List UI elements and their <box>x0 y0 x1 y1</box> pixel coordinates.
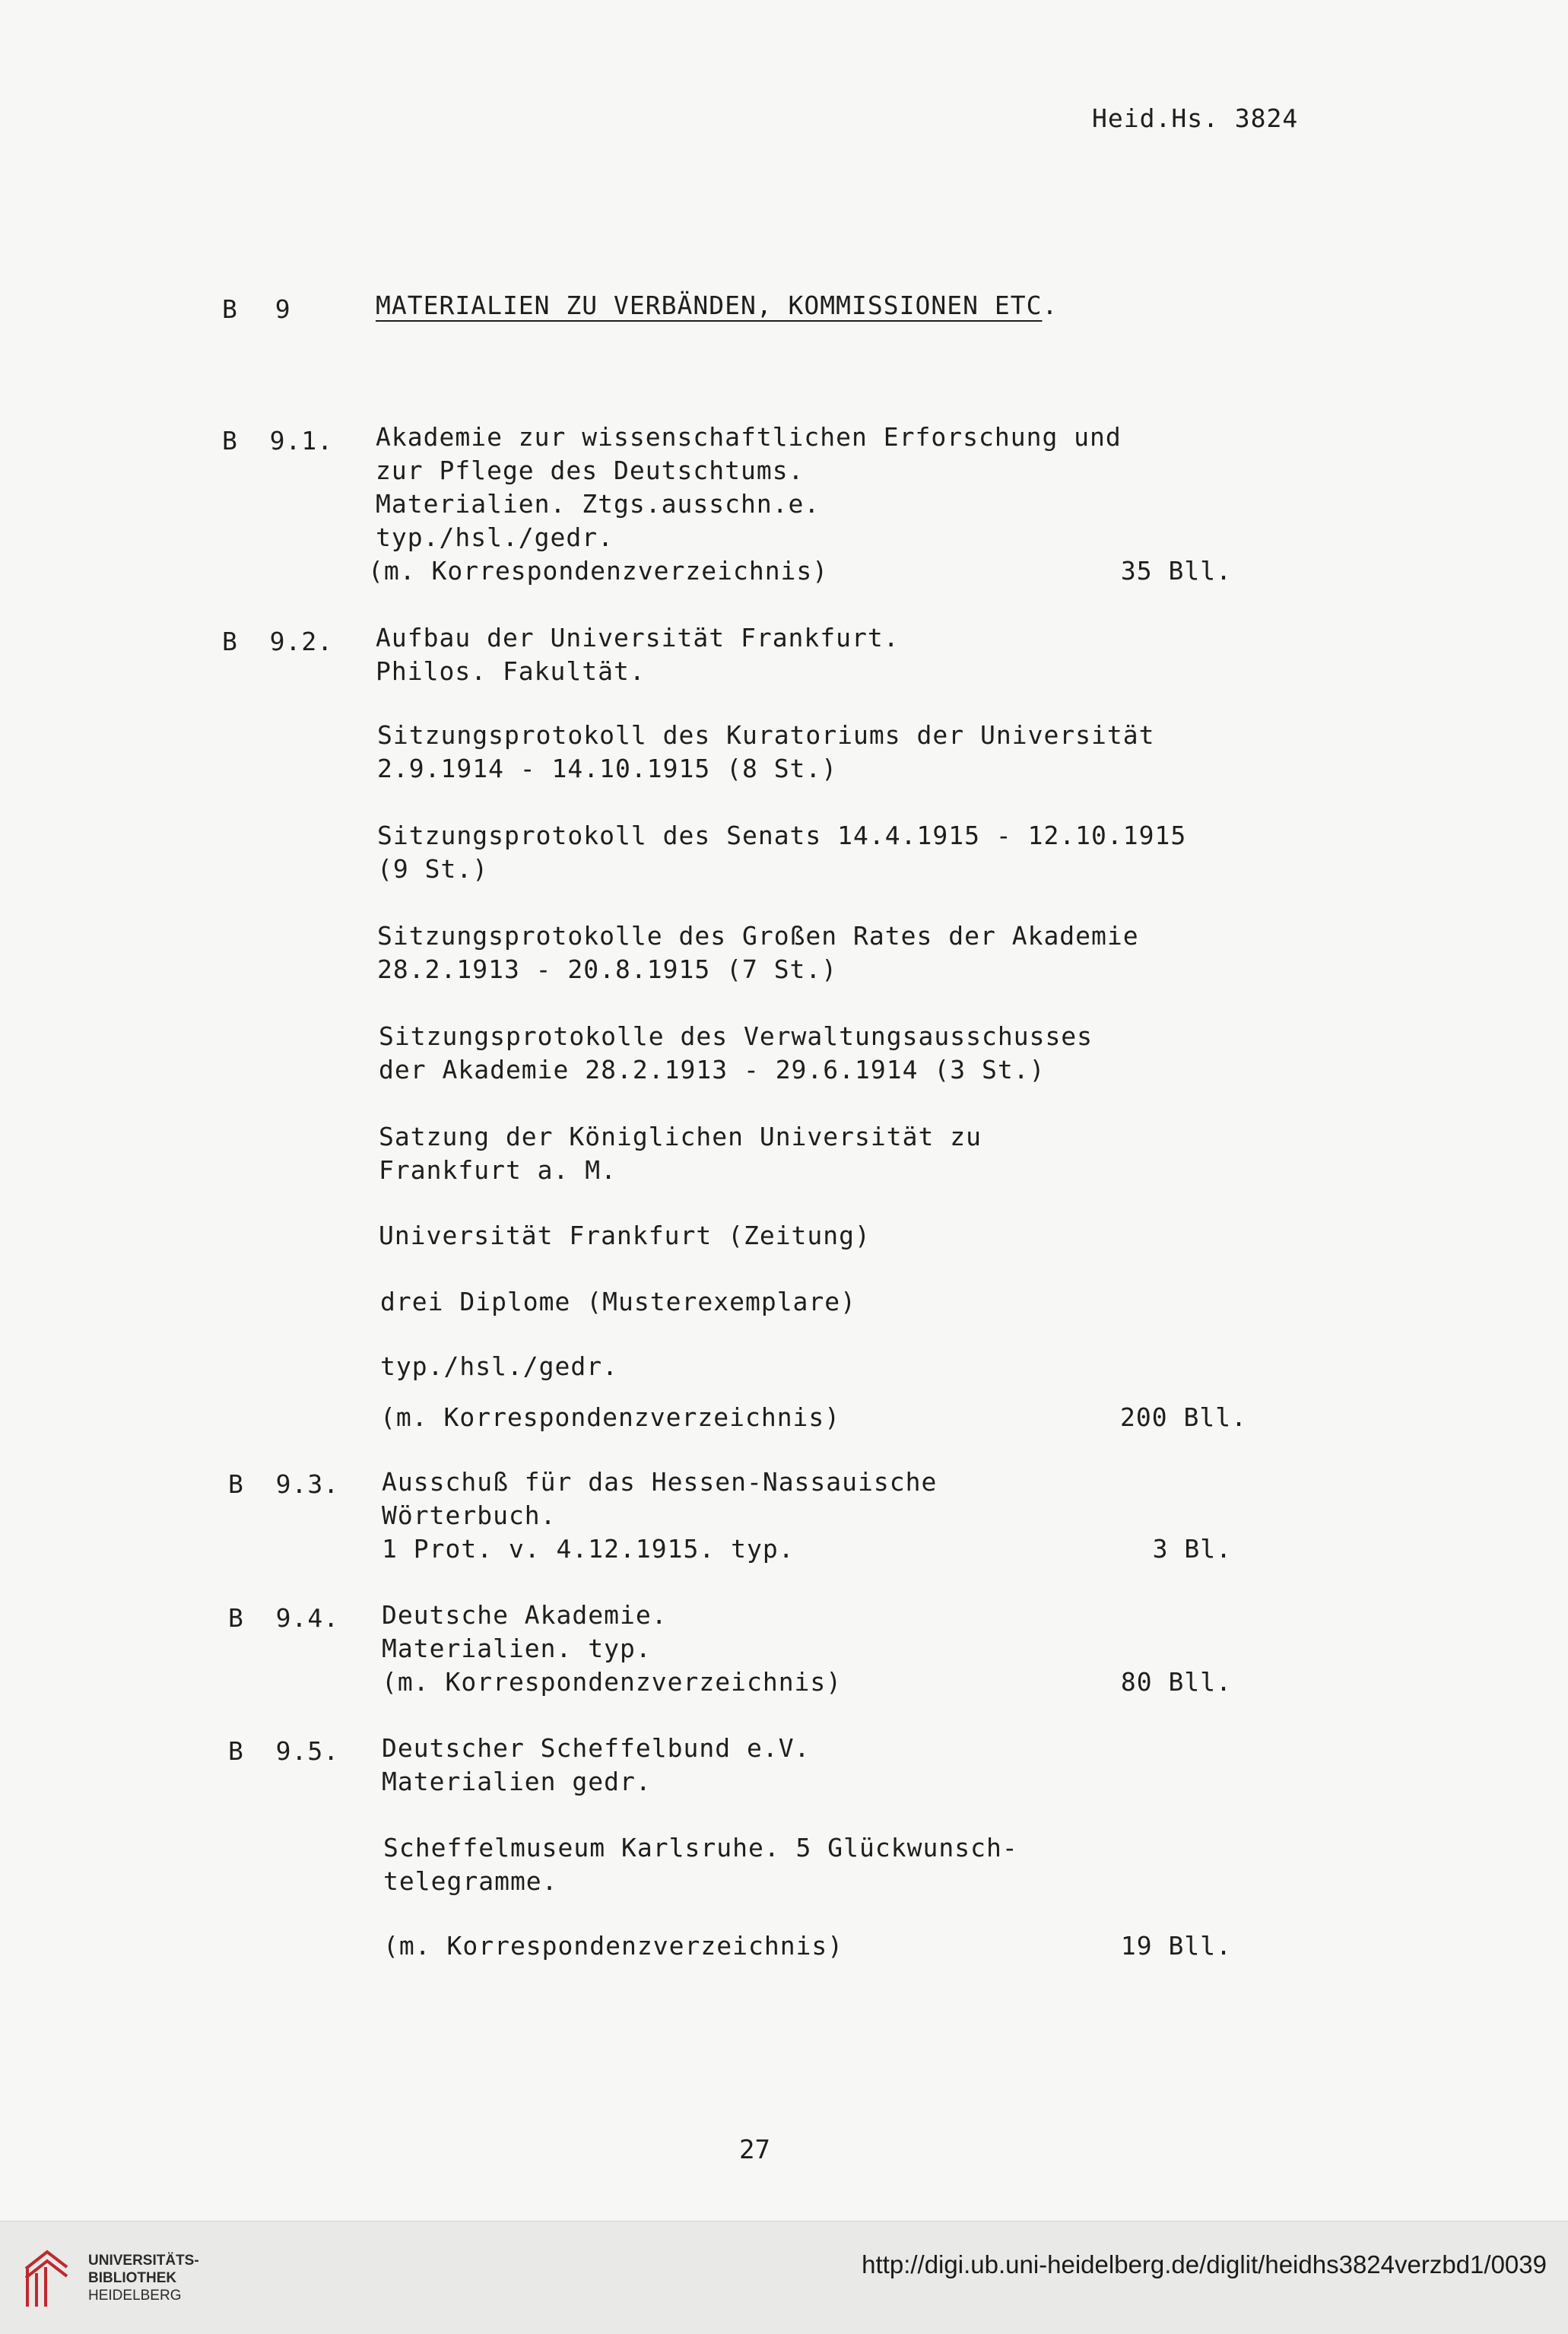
entry-line: (m. Korrespondenzverzeichnis) <box>383 1931 844 1961</box>
entry-line: 1 Prot. v. 4.12.1915. typ. <box>382 1534 795 1564</box>
logo-line: HEIDELBERG <box>88 2288 182 2304</box>
entry-line: Akademie zur wissenschaftlichen Erforschung und <box>376 422 1122 452</box>
entry-line: Sitzungsprotokoll des Senats 14.4.1915 - 12.10.1915 <box>377 821 1187 850</box>
page-number: 27 <box>739 2135 770 2165</box>
entry-line: zur Pflege des Deutschtums. <box>376 456 805 485</box>
entry-line: (m. Korrespondenzverzeichnis) <box>382 1667 843 1697</box>
entry-amount: 80 Bll. <box>1120 1667 1232 1697</box>
entry-line: der Akademie 28.2.1913 - 29.6.1914 (3 St.) <box>379 1055 1046 1084</box>
section-title-suffix: . <box>1042 291 1059 320</box>
logo-line: UNIVERSITÄTS- <box>88 2253 199 2269</box>
entry-line: Wörterbuch. <box>382 1500 557 1530</box>
logo-line: BIBLIOTHEK <box>88 2270 177 2286</box>
entry-amount: 3 Bl. <box>1152 1534 1232 1564</box>
entry-line: Universität Frankfurt (Zeitung) <box>379 1221 871 1250</box>
library-logo-text <box>88 2252 199 2304</box>
entry-line: Scheffelmuseum Karlsruhe. 5 Glückwunsch- <box>383 1833 1018 1862</box>
entry-line: Deutscher Scheffelbund e.V. <box>382 1733 811 1763</box>
entry-line: telegramme. <box>383 1866 558 1896</box>
entry-amount: 19 Bll. <box>1120 1931 1232 1961</box>
section-title-wrap <box>376 289 1058 322</box>
entry-line: Frankfurt a. M. <box>379 1155 617 1185</box>
viewer-footer <box>0 2221 1568 2334</box>
section-code: B 9 <box>222 294 291 324</box>
section-title: MATERIALIEN ZU VERBÄNDEN, KOMMISSIONEN ETC <box>376 291 1043 320</box>
entry-amount: 200 Bll. <box>1120 1402 1247 1432</box>
entry-amount: 35 Bll. <box>1120 556 1232 586</box>
entry-line: Sitzungsprotokolle des Verwaltungsausschusses <box>379 1021 1093 1051</box>
entry-number: B 9.2. <box>222 627 334 656</box>
entry-line: 28.2.1913 - 20.8.1915 (7 St.) <box>377 954 838 984</box>
entry-line: Deutsche Akademie. <box>382 1600 668 1630</box>
entry-line: Ausschuß für das Hessen-Nassauische <box>382 1467 938 1497</box>
entry-line: Sitzungsprotokoll des Kuratoriums der Universität <box>377 720 1155 750</box>
entry-number: B 9.3. <box>228 1469 340 1499</box>
shelfmark: Heid.Hs. 3824 <box>1092 103 1299 133</box>
entry-line: Sitzungsprotokolle des Großen Rates der Akademie <box>377 921 1139 951</box>
entry-line: (9 St.) <box>377 854 489 884</box>
entry-line: (m. Korrespondenzverzeichnis) <box>368 556 829 586</box>
permalink-url[interactable]: http://digi.ub.uni-heidelberg.de/diglit/heidhs3824verzbd1/0039 <box>862 2250 1547 2278</box>
entry-line: drei Diplome (Musterexemplare) <box>380 1287 857 1316</box>
entry-line: Aufbau der Universität Frankfurt. <box>376 623 900 653</box>
entry-line: Materialien gedr. <box>382 1767 652 1796</box>
entry-line: typ./hsl./gedr. <box>380 1351 619 1381</box>
entry-line: typ./hsl./gedr. <box>376 522 614 552</box>
entry-line: Satzung der Königlichen Universität zu <box>379 1122 982 1151</box>
entry-line: (m. Korrespondenzverzeichnis) <box>380 1402 841 1432</box>
entry-line: Materialien. Ztgs.ausschn.e. <box>376 489 821 519</box>
entry-number: B 9.1. <box>222 426 334 456</box>
entry-number: B 9.5. <box>228 1736 340 1766</box>
entry-line: 2.9.1914 - 14.10.1915 (8 St.) <box>377 754 838 783</box>
entry-line: Materialien. typ. <box>382 1634 652 1663</box>
entry-line: Philos. Fakultät. <box>376 656 646 686</box>
library-logo-icon <box>18 2246 71 2310</box>
entry-number: B 9.4. <box>228 1603 340 1633</box>
